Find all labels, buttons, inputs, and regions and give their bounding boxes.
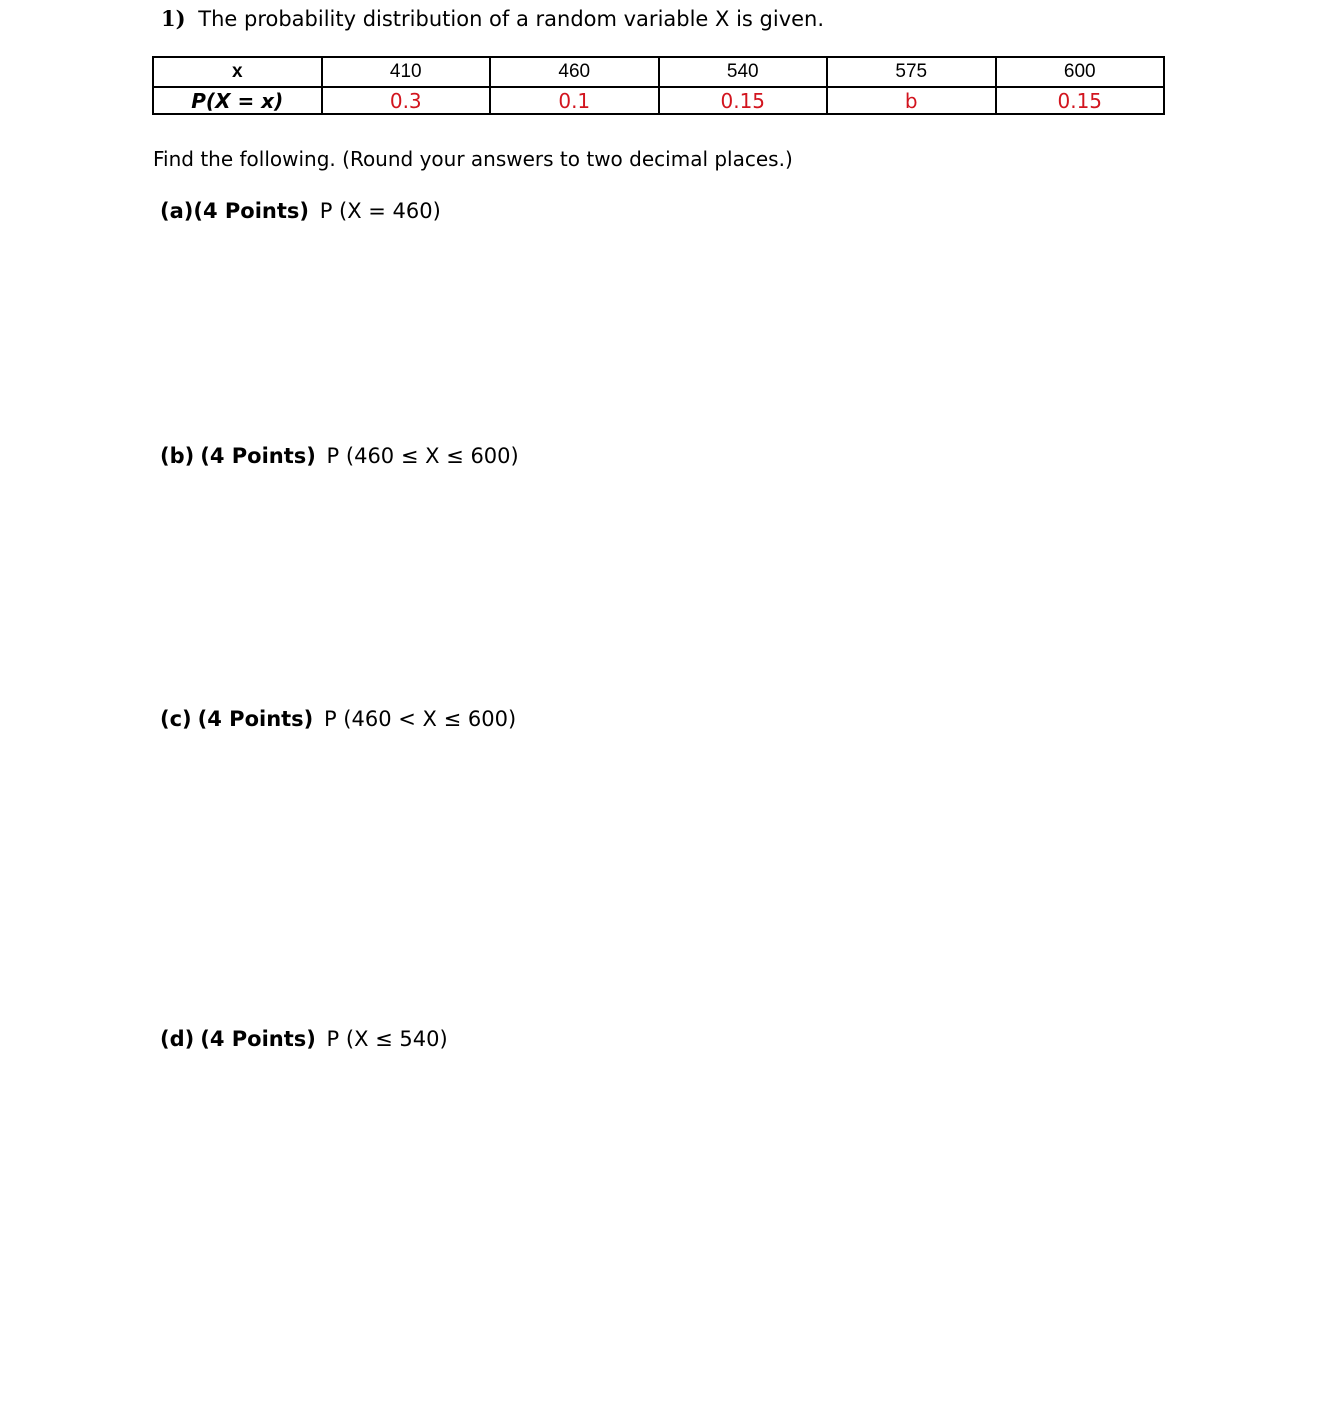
question-prompt: The probability distribution of a random variable X is given. — [198, 7, 825, 31]
probability-cell: 0.15 — [996, 87, 1165, 114]
part-points: (4 Points) — [200, 444, 316, 468]
p-header-cell: P(X = x) — [153, 87, 322, 114]
instructions-text: Find the following. (Round your answers to two decimal places.) — [153, 147, 793, 171]
part-expression: P (460 ≤ X ≤ 600) — [326, 444, 519, 468]
question-header — [161, 4, 824, 34]
part-d — [160, 1024, 448, 1054]
part-c — [160, 704, 516, 734]
x-value-cell: 410 — [322, 57, 491, 87]
part-label: (b) — [160, 444, 195, 468]
table-row-x-values — [153, 57, 1164, 87]
table-row-probabilities — [153, 87, 1164, 114]
probability-cell: 0.3 — [322, 87, 491, 114]
part-a — [160, 196, 441, 226]
question-number: 1) — [161, 6, 186, 31]
part-expression: P (X ≤ 540) — [326, 1027, 448, 1051]
probability-cell: b — [827, 87, 996, 114]
part-label: (a) — [160, 199, 194, 223]
x-header-cell: x — [153, 57, 322, 87]
probability-cell: 0.1 — [490, 87, 659, 114]
part-expression: P (X = 460) — [319, 199, 441, 223]
part-points: (4 Points) — [200, 1027, 316, 1051]
x-value-cell: 575 — [827, 57, 996, 87]
part-points: (4 Points) — [197, 707, 314, 731]
x-value-cell: 460 — [490, 57, 659, 87]
part-label: (d) — [160, 1027, 195, 1051]
part-label: (c) — [160, 707, 192, 731]
probability-cell: 0.15 — [659, 87, 828, 114]
x-value-cell: 540 — [659, 57, 828, 87]
part-b — [160, 441, 519, 471]
part-expression: P (460 < X ≤ 600) — [323, 707, 517, 731]
part-points: (4 Points) — [193, 199, 309, 223]
x-value-cell: 600 — [996, 57, 1165, 87]
probability-distribution-table — [152, 56, 1165, 115]
